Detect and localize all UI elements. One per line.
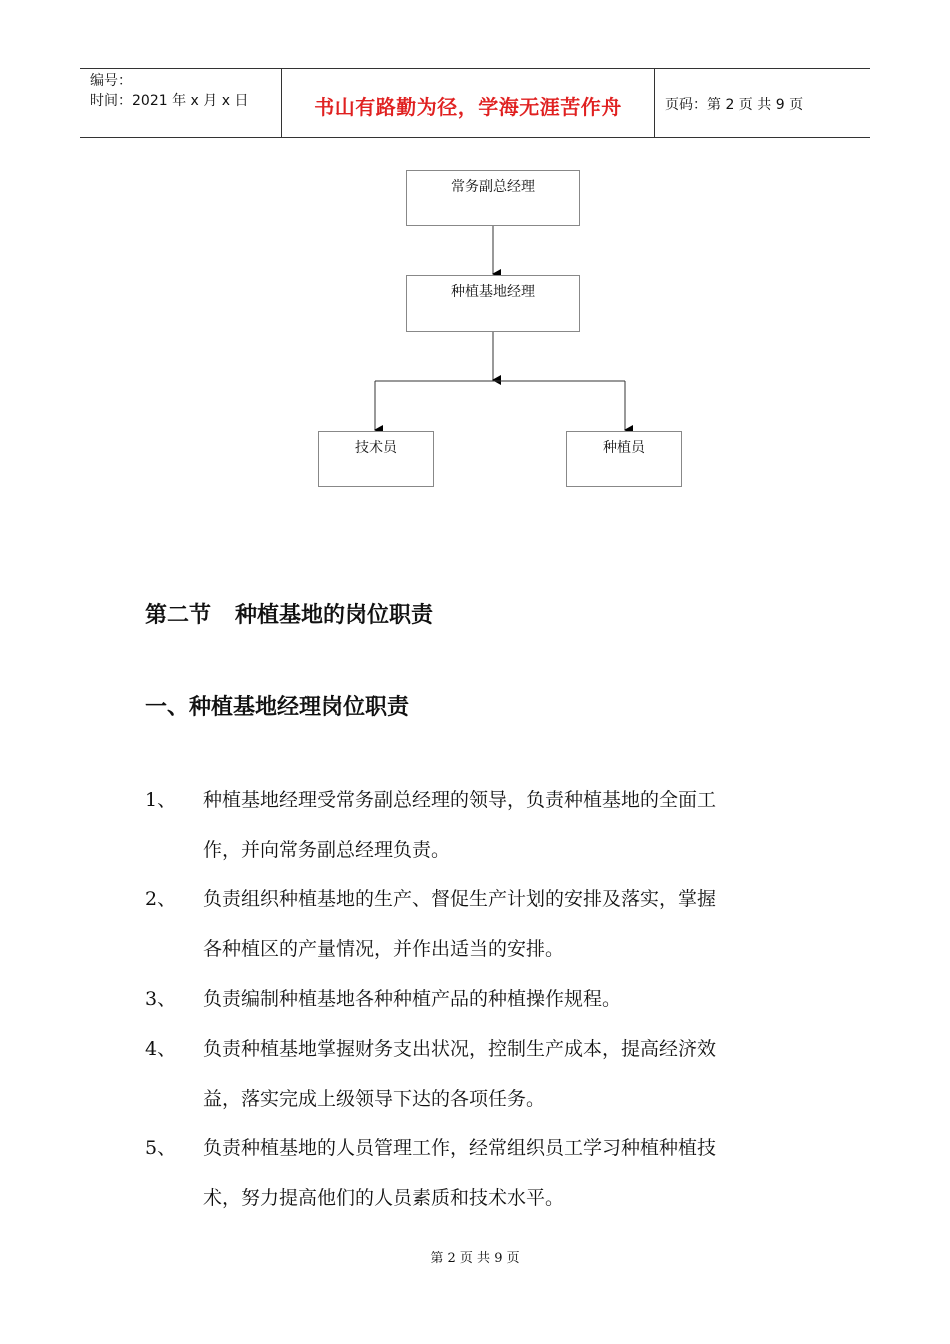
header-motto: 书山有路勤为径，学海无涯苦作舟 (314, 95, 622, 119)
org-chart-connectors (0, 0, 950, 520)
section-name: 种植基地的岗位职责 (235, 603, 434, 628)
org-box-planter: 种植员 (566, 431, 682, 487)
section-title (145, 598, 433, 629)
list-item-number: 4、 (145, 1038, 177, 1060)
list-item-text: 负责编制种植基地各种种植产品的种植操作规程。 (203, 988, 622, 1010)
page-footer: 第 2 页 共 9 页 (430, 1251, 520, 1266)
list-item-text: 各种植区的产量情况，并作出适当的安排。 (203, 938, 565, 960)
list-item-number: 1、 (145, 789, 177, 811)
subsection-title: 一、种植基地经理岗位职责 (145, 695, 410, 720)
header-page-info: 页码：第 2 页 共 9 页 (665, 97, 804, 113)
org-box-deputy-gm: 常务副总经理 (406, 170, 580, 226)
list-item-text: 术，努力提高他们的人员素质和技术水平。 (203, 1187, 565, 1209)
list-item-text: 益，落实完成上级领导下达的各项任务。 (203, 1088, 546, 1110)
document-date-label: 时间：2021 年 x 月 x 日 (90, 93, 249, 109)
list-item-number: 5、 (145, 1137, 177, 1159)
list-item-text: 种植基地经理受常务副总经理的领导，负责种植基地的全面工 (203, 789, 717, 811)
list-item-text: 作，并向常务副总经理负责。 (203, 839, 451, 861)
list-item-text: 负责种植基地掌握财务支出状况，控制生产成本，提高经济效 (203, 1038, 717, 1060)
list-item-number: 3、 (145, 988, 177, 1010)
list-item-text: 负责种植基地的人员管理工作，经常组织员工学习种植种植技 (203, 1137, 717, 1159)
section-number: 第二节 (145, 603, 212, 628)
document-number-label: 编号： (90, 73, 132, 89)
list-item-text: 负责组织种植基地的生产、督促生产计划的安排及落实，掌握 (203, 888, 717, 910)
org-box-base-manager: 种植基地经理 (406, 275, 580, 332)
org-box-technician: 技术员 (318, 431, 434, 487)
list-item-number: 2、 (145, 888, 177, 910)
